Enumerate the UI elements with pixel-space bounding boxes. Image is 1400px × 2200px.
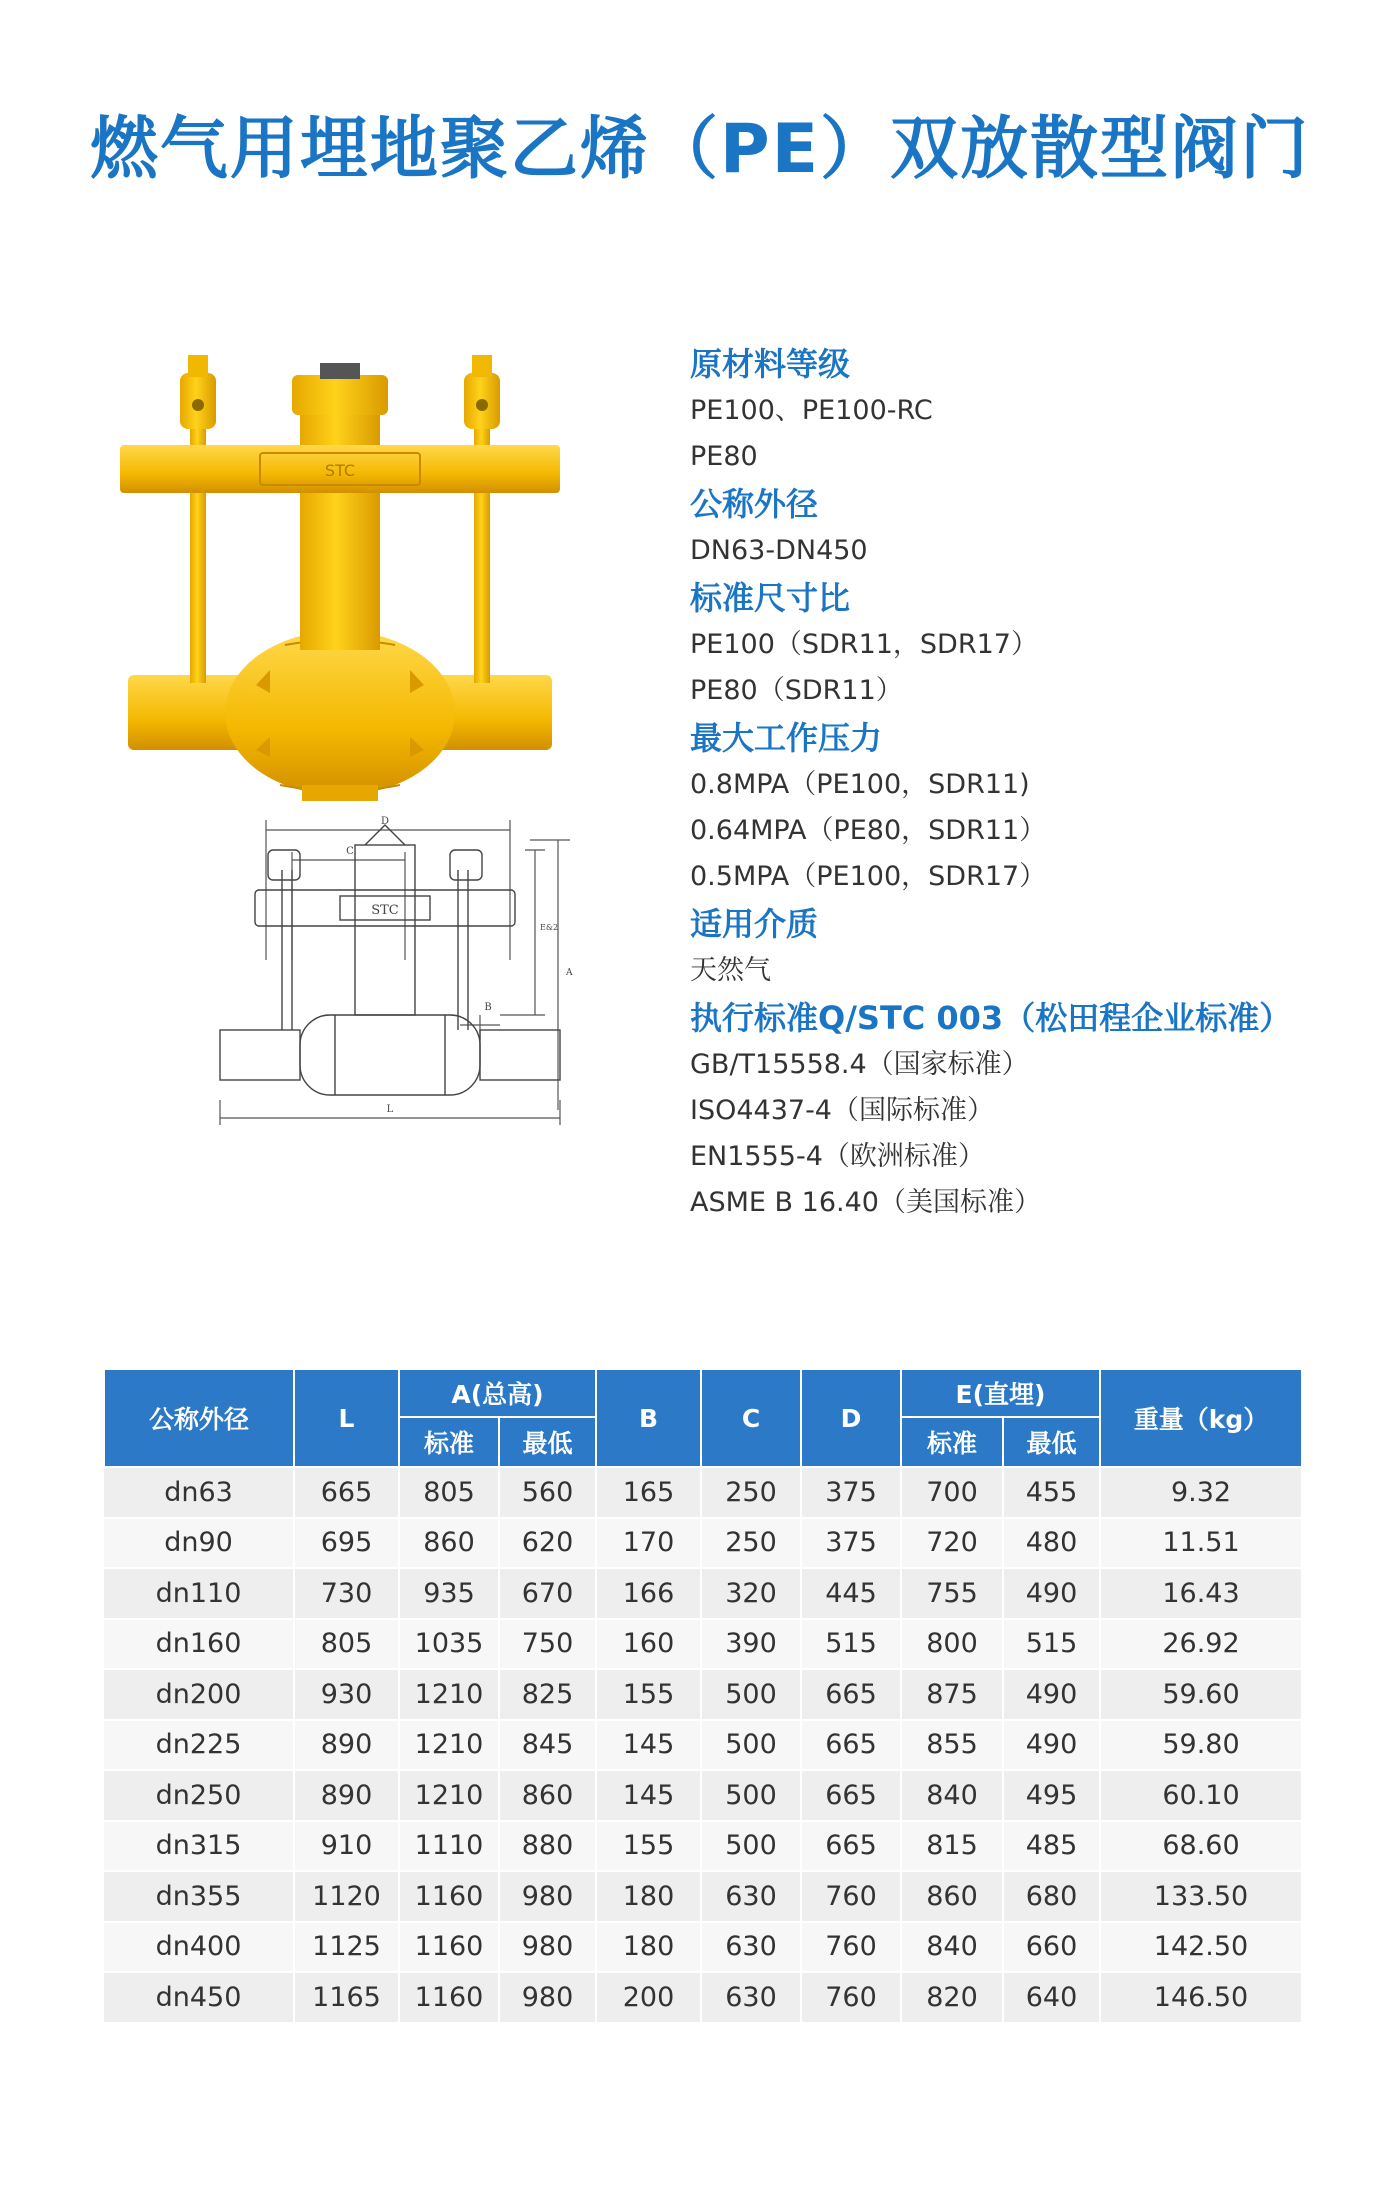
table-cell: 935: [399, 1568, 499, 1619]
table-cell: 695: [294, 1518, 399, 1569]
header-a-std: 标准: [399, 1417, 499, 1467]
spec-value: PE100（SDR11，SDR17）: [690, 629, 1038, 660]
table-cell: 670: [499, 1568, 596, 1619]
table-cell: dn355: [104, 1871, 294, 1922]
table-cell: 855: [901, 1720, 1003, 1771]
spec-heading: 适用介质: [690, 905, 819, 943]
table-cell: 640: [1003, 1972, 1100, 2023]
table-cell: 820: [901, 1972, 1003, 2023]
table-cell: 755: [901, 1568, 1003, 1619]
table-cell: 375: [801, 1467, 901, 1518]
table-cell: 730: [294, 1568, 399, 1619]
table-cell: dn110: [104, 1568, 294, 1619]
table-cell: 750: [499, 1619, 596, 1670]
spec-heading: 最大工作压力: [690, 719, 883, 757]
table-cell: 133.50: [1100, 1871, 1302, 1922]
table-cell: 455: [1003, 1467, 1100, 1518]
table-cell: 880: [499, 1821, 596, 1872]
table-cell: dn90: [104, 1518, 294, 1569]
table-cell: 760: [801, 1972, 901, 2023]
header-b: B: [596, 1369, 701, 1467]
table-cell: 490: [1003, 1720, 1100, 1771]
spec-value: GB/T15558.4（国家标准）: [690, 1049, 1029, 1080]
table-cell: 59.80: [1100, 1720, 1302, 1771]
table-cell: 665: [294, 1467, 399, 1518]
header-e: E(直埋): [901, 1369, 1100, 1417]
table-cell: 890: [294, 1770, 399, 1821]
table-cell: 515: [1003, 1619, 1100, 1670]
table-cell: 11.51: [1100, 1518, 1302, 1569]
table-cell: dn400: [104, 1922, 294, 1973]
spec-material: [690, 340, 1350, 480]
table-cell: 490: [1003, 1568, 1100, 1619]
table-cell: dn450: [104, 1972, 294, 2023]
valve-photo: [120, 345, 560, 815]
table-cell: 145: [596, 1720, 701, 1771]
header-a-min: 最低: [499, 1417, 596, 1467]
table-cell: 1160: [399, 1871, 499, 1922]
dim-label-e: E&2: [540, 923, 559, 932]
table-cell: 665: [801, 1770, 901, 1821]
spec-value: 0.8MPA（PE100，SDR11): [690, 769, 1030, 800]
table-cell: 930: [294, 1669, 399, 1720]
spec-value: PE100、PE100-RC: [690, 395, 933, 426]
table-cell: 155: [596, 1821, 701, 1872]
header-e-std: 标准: [901, 1417, 1003, 1467]
table-cell: 620: [499, 1518, 596, 1569]
spec-value: 0.5MPA（PE100，SDR17）: [690, 861, 1047, 892]
table-cell: 910: [294, 1821, 399, 1872]
spec-value: ISO4437-4（国际标准）: [690, 1095, 994, 1126]
table-cell: 760: [801, 1922, 901, 1973]
spec-medium: [690, 900, 1350, 994]
header-dn: 公称外径: [104, 1369, 294, 1467]
table-cell: 375: [801, 1518, 901, 1569]
table-cell: 860: [901, 1871, 1003, 1922]
table-body: [104, 1467, 1302, 2023]
table-cell: 760: [801, 1871, 901, 1922]
table-row: [104, 1871, 1302, 1922]
dimension-table-wrap: [103, 1368, 1301, 2024]
table-cell: dn250: [104, 1770, 294, 1821]
table-cell: 170: [596, 1518, 701, 1569]
table-cell: dn225: [104, 1720, 294, 1771]
spec-value: 0.64MPA（PE80，SDR11）: [690, 815, 1047, 846]
table-cell: 665: [801, 1720, 901, 1771]
spec-value: PE80（SDR11）: [690, 675, 903, 706]
table-cell: 1210: [399, 1669, 499, 1720]
table-cell: dn200: [104, 1669, 294, 1720]
header-c: C: [701, 1369, 801, 1467]
table-cell: 142.50: [1100, 1922, 1302, 1973]
table-cell: 560: [499, 1467, 596, 1518]
table-cell: 250: [701, 1518, 801, 1569]
table-cell: 815: [901, 1821, 1003, 1872]
table-cell: dn63: [104, 1467, 294, 1518]
table-cell: 860: [499, 1770, 596, 1821]
dimension-drawing: [200, 810, 573, 1290]
table-cell: 155: [596, 1669, 701, 1720]
spec-value: ASME B 16.40（美国标准）: [690, 1187, 1041, 1218]
spec-value: 天然气: [690, 955, 771, 986]
table-cell: 860: [399, 1518, 499, 1569]
table-row: [104, 1467, 1302, 1518]
header-l: L: [294, 1369, 399, 1467]
table-cell: 490: [1003, 1669, 1100, 1720]
table-cell: 320: [701, 1568, 801, 1619]
table-cell: 165: [596, 1467, 701, 1518]
spec-diameter: [690, 480, 1350, 574]
table-cell: 9.32: [1100, 1467, 1302, 1518]
table-row: [104, 1669, 1302, 1720]
table-cell: 180: [596, 1871, 701, 1922]
table-cell: 1110: [399, 1821, 499, 1872]
table-cell: 890: [294, 1720, 399, 1771]
table-cell: 515: [801, 1619, 901, 1670]
table-cell: 805: [294, 1619, 399, 1670]
spec-heading: 原材料等级: [690, 345, 851, 383]
table-cell: 805: [399, 1467, 499, 1518]
table-cell: 700: [901, 1467, 1003, 1518]
table-cell: 485: [1003, 1821, 1100, 1872]
table-cell: dn315: [104, 1821, 294, 1872]
table-cell: 665: [801, 1821, 901, 1872]
table-cell: 180: [596, 1922, 701, 1973]
spec-value: PE80: [690, 441, 758, 472]
dim-label-l: L: [386, 1104, 394, 1115]
table-cell: 800: [901, 1619, 1003, 1670]
table-cell: 1160: [399, 1922, 499, 1973]
table-cell: 145: [596, 1770, 701, 1821]
spec-value: DN63-DN450: [690, 535, 868, 566]
table-row: [104, 1568, 1302, 1619]
dimension-table: [103, 1368, 1303, 2024]
page-title: 燃气用埋地聚乙烯（PE）双放散型阀门: [89, 110, 1311, 189]
spec-list: [690, 340, 1350, 1226]
table-cell: 1160: [399, 1972, 499, 2023]
spec-pressure: [690, 714, 1350, 900]
table-cell: 59.60: [1100, 1669, 1302, 1720]
table-row: [104, 1922, 1302, 1973]
table-cell: 500: [701, 1770, 801, 1821]
table-cell: 630: [701, 1922, 801, 1973]
spec-heading: 执行标准Q/STC 003（松田程企业标准）: [690, 999, 1292, 1037]
table-cell: 200: [596, 1972, 701, 2023]
header-weight: 重量（kg）: [1100, 1369, 1302, 1467]
table-cell: 875: [901, 1669, 1003, 1720]
table-cell: dn160: [104, 1619, 294, 1670]
table-cell: 26.92: [1100, 1619, 1302, 1670]
table-cell: 445: [801, 1568, 901, 1619]
spec-standards: [690, 994, 1350, 1226]
table-cell: 495: [1003, 1770, 1100, 1821]
table-cell: 500: [701, 1821, 801, 1872]
table-cell: 980: [499, 1871, 596, 1922]
table-cell: 1125: [294, 1922, 399, 1973]
table-cell: 720: [901, 1518, 1003, 1569]
table-cell: 980: [499, 1922, 596, 1973]
table-cell: 60.10: [1100, 1770, 1302, 1821]
table-cell: 980: [499, 1972, 596, 2023]
table-cell: 480: [1003, 1518, 1100, 1569]
table-cell: 16.43: [1100, 1568, 1302, 1619]
dim-label-c: C: [346, 846, 354, 857]
table-cell: 250: [701, 1467, 801, 1518]
table-cell: 146.50: [1100, 1972, 1302, 2023]
spec-heading: 标准尺寸比: [690, 579, 851, 617]
table-cell: 166: [596, 1568, 701, 1619]
table-cell: 630: [701, 1871, 801, 1922]
table-cell: 840: [901, 1770, 1003, 1821]
table-cell: 630: [701, 1972, 801, 2023]
table-row: [104, 1619, 1302, 1670]
drawing-logo: STC: [371, 903, 399, 918]
table-cell: 390: [701, 1619, 801, 1670]
table-cell: 500: [701, 1669, 801, 1720]
table-row: [104, 1720, 1302, 1771]
table-cell: 840: [901, 1922, 1003, 1973]
table-cell: 500: [701, 1720, 801, 1771]
table-row: [104, 1972, 1302, 2023]
header-a: A(总高): [399, 1369, 596, 1417]
table-cell: 1120: [294, 1871, 399, 1922]
spec-value: EN1555-4（欧洲标准）: [690, 1141, 985, 1172]
spec-sdr: [690, 574, 1350, 714]
table-cell: 680: [1003, 1871, 1100, 1922]
table-row: [104, 1770, 1302, 1821]
table-cell: 1210: [399, 1770, 499, 1821]
table-cell: 68.60: [1100, 1821, 1302, 1872]
table-cell: 845: [499, 1720, 596, 1771]
table-cell: 1035: [399, 1619, 499, 1670]
dim-label-a: A: [566, 968, 573, 978]
spec-heading: 公称外径: [690, 485, 819, 523]
table-cell: 825: [499, 1669, 596, 1720]
header-e-min: 最低: [1003, 1417, 1100, 1467]
table-cell: 665: [801, 1669, 901, 1720]
table-cell: 660: [1003, 1922, 1100, 1973]
dim-label-b: B: [484, 1002, 492, 1013]
dim-label-d: D: [380, 816, 390, 827]
table-cell: 1165: [294, 1972, 399, 2023]
photo-logo: STC: [324, 461, 356, 480]
table-cell: 1210: [399, 1720, 499, 1771]
table-row: [104, 1518, 1302, 1569]
table-cell: 160: [596, 1619, 701, 1670]
table-row: [104, 1821, 1302, 1872]
header-d: D: [801, 1369, 901, 1467]
